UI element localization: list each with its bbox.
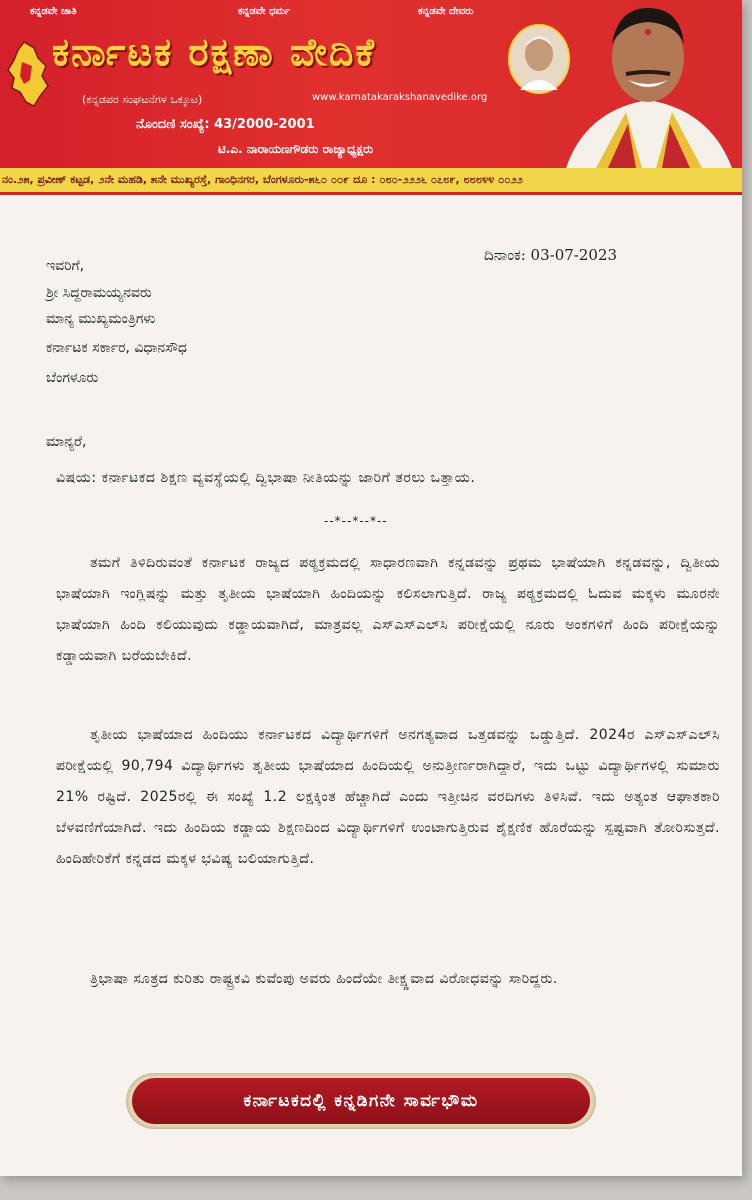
letter-subject: ವಿಷಯ: ಕರ್ನಾಟಕದ ಶಿಕ್ಷಣ ವ್ಯವಸ್ಥೆಯಲ್ಲಿ ದ್ವಿಭಾಷಾ ನೀತಿಯನ್ನು ಜಾರಿಗೆ ತರಲು ಒತ್ತಾಯ. xyxy=(56,470,476,486)
letter-date: ದಿನಾಂಕ: 03-07-2023 xyxy=(484,246,618,264)
body-paragraph: ತಮಗೆ ತಿಳಿದಿರುವಂತೆ ಕರ್ನಾಟಕ ರಾಜ್ಯದ ಪಠ್ಯಕ್ರಮದಲ್ಲಿ ಸಾಧಾರಣವಾಗಿ ಕನ್ನಡವನ್ನು ಪ್ರಥಮ ಭಾಷೆಯಾಗಿ ಕನ್ನಡವನ್ನು, ದ್ವಿತೀಯ ಭಾಷೆಯಾಗಿ ಇಂಗ್ಲಿಷನ್ನು ಮತ್ತು ತೃತೀಯ ಭಾಷೆಯಾಗಿ ಹಿಂದಿಯನ್ನು ಕಲಿಸಲಾಗುತ್ತಿದೆ. ರಾಜ್ಯ ಪಠ್ಯಕ್ರಮದಲ್ಲಿ ಓದುವ ಮಕ್ಕಳು ಮೂರನೇ ಭಾಷೆಯಾಗಿ ಹಿಂದಿ ಕಲಿಯುವುದು ಕಡ್ಡಾಯವಾಗಿದೆ, ಮಾತ್ರವಲ್ಲ ಎಸ್‌ಎಸ್‌ಎಲ್‌ಸಿ ಪರೀಕ್ಷೆಯಲ್ಲಿ ನೂರು ಅಂಕಗಳಿಗೆ ಹಿಂದಿ ಪರೀಕ್ಷೆಯನ್ನು ಕಡ್ಡಾಯವಾಗಿ ಬರೆಯಬೇಕಿದೆ. xyxy=(56,555,720,664)
organization-subtitle: (ಕನ್ನಡಪರ ಸಂಘಟನೆಗಳ ಒಕ್ಕೂಟ) xyxy=(82,93,203,106)
website-link[interactable]: www.karnatakarakshanavedike.org xyxy=(312,92,488,103)
recipient-line: ಮಾನ್ಯ ಮುಖ್ಯಮಂತ್ರಿಗಳು xyxy=(46,311,156,327)
registration-number: ನೊಂದಣಿ ಸಂಖ್ಯೆ: 43/2000-2001 xyxy=(136,117,315,132)
salutation: ಮಾನ್ಯರೆ, xyxy=(46,434,87,450)
separator: --*--*--*-- xyxy=(324,514,388,528)
tagline-right: ಕನ್ನಡವೇ ದೇವರು xyxy=(418,6,474,17)
body-paragraph: ತ್ರಿಭಾಷಾ ಸೂತ್ರದ ಕುರಿತು ರಾಷ್ಟ್ರಕವಿ ಕುವೆಂಪು ಅವರು ಹಿಂದೆಯೇ ತೀಕ್ಷ್ಣವಾದ ವಿರೋಧವನ್ನು ಸಾರಿದ್ದರು. xyxy=(90,971,558,987)
recipient-line: ಬೆಂಗಳೂರು xyxy=(46,370,99,386)
recipient-line: ಕರ್ನಾಟಕ ಸರ್ಕಾರ, ವಿಧಾನಸೌಧ xyxy=(46,340,187,356)
recipient-line: ಇವರಿಗೆ, xyxy=(46,258,85,274)
letterhead-banner xyxy=(0,0,742,168)
recipient-line: ಶ್ರೀ ಸಿದ್ದರಾಮಯ್ಯನವರು xyxy=(46,285,152,301)
body-paragraph: ತೃತೀಯ ಭಾಷೆಯಾದ ಹಿಂದಿಯು ಕರ್ನಾಟಕದ ವಿದ್ಯಾರ್ಥಿಗಳಿಗೆ ಅನಗತ್ಯವಾದ ಒತ್ತಡವನ್ನು ಒಡ್ಡುತ್ತಿದೆ. 2024ರ ಎಸ್‌ಎಸ್‌ಎಲ್‌ಸಿ ಪರೀಕ್ಷೆಯಲ್ಲಿ 90,794 ವಿದ್ಯಾರ್ಥಿಗಳು ತೃತೀಯ ಭಾಷೆಯಾದ ಹಿಂದಿಯಲ್ಲಿ ಅನುತ್ತೀರ್ಣರಾಗಿದ್ದಾರೆ, ಇದು ಒಟ್ಟು ವಿದ್ಯಾರ್ಥಿಗಳಲ್ಲಿ ಸುಮಾರು 21% ರಷ್ಟಿದೆ. 2025ರಲ್ಲಿ ಈ ಸಂಖ್ಯೆ 1.2 ಲಕ್ಷಕ್ಕಿಂತ ಹೆಚ್ಚಾಗಿದೆ ಎಂದು ಇತ್ತೀಚಿನ ವರದಿಗಳು ತಿಳಿಸಿವೆ. ಇದು ಅತ್ಯಂತ ಆಘಾತಕಾರಿ ಬೆಳವಣಿಗೆಯಾಗಿದೆ. ಇದು ಹಿಂದಿಯ ಕಡ್ಡಾಯ ಶಿಕ್ಷಣದಿಂದ ವಿದ್ಯಾರ್ಥಿಗಳಿಗೆ ಉಂಟಾಗುತ್ತಿರುವ ಶೈಕ್ಷಣಿಕ ಹೊರೆಯನ್ನು ಸ್ಪಷ್ಟವಾಗಿ ತೋರಿಸುತ್ತದೆ. ಹಿಂದಿಹೇರಿಕೆಗೆ ಕನ್ನಡದ ಮಕ್ಕಳ ಭವಿಷ್ಯ ಬಲಿಯಾಗುತ್ತಿದೆ. xyxy=(56,727,720,867)
footer-slogan: ಕರ್ನಾಟಕದಲ್ಲಿ ಕನ್ನಡಿಗನೇ ಸಾರ್ವಭೌಮ xyxy=(132,1078,590,1124)
address-strip: ನಂ.೨೫, ಪ್ರವೀಣ್ ಕಟ್ಟಡ, ೨ನೇ ಮಹಡಿ, ೫ನೇ ಮುಖ್ಯರಸ್ತೆ, ಗಾಂಧಿನಗರ, ಬೆಂಗಳೂರು-೫೬೦ ೦೦೯ ದೂ : ೦೮೦-೨೨೨೬ ೦೭೮೯, ೮೮೮೪೪ ೦೦೨೨ xyxy=(0,168,742,195)
president-portrait xyxy=(556,0,742,168)
karnataka-map-logo xyxy=(4,40,52,110)
organization-title: ಕರ್ನಾಟಕ ರಕ್ಷಣಾ ವೇದಿಕೆ xyxy=(52,30,376,74)
tagline-left: ಕನ್ನಡವೇ ಜಾತಿ xyxy=(30,6,77,17)
tagline-center: ಕನ್ನಡವೇ ಧರ್ಮ xyxy=(238,6,291,17)
president-name: ಟಿ.ಎ. ನಾರಾಯಣಗೌಡರು ರಾಜ್ಯಾಧ್ಯಕ್ಷರು xyxy=(218,142,374,156)
